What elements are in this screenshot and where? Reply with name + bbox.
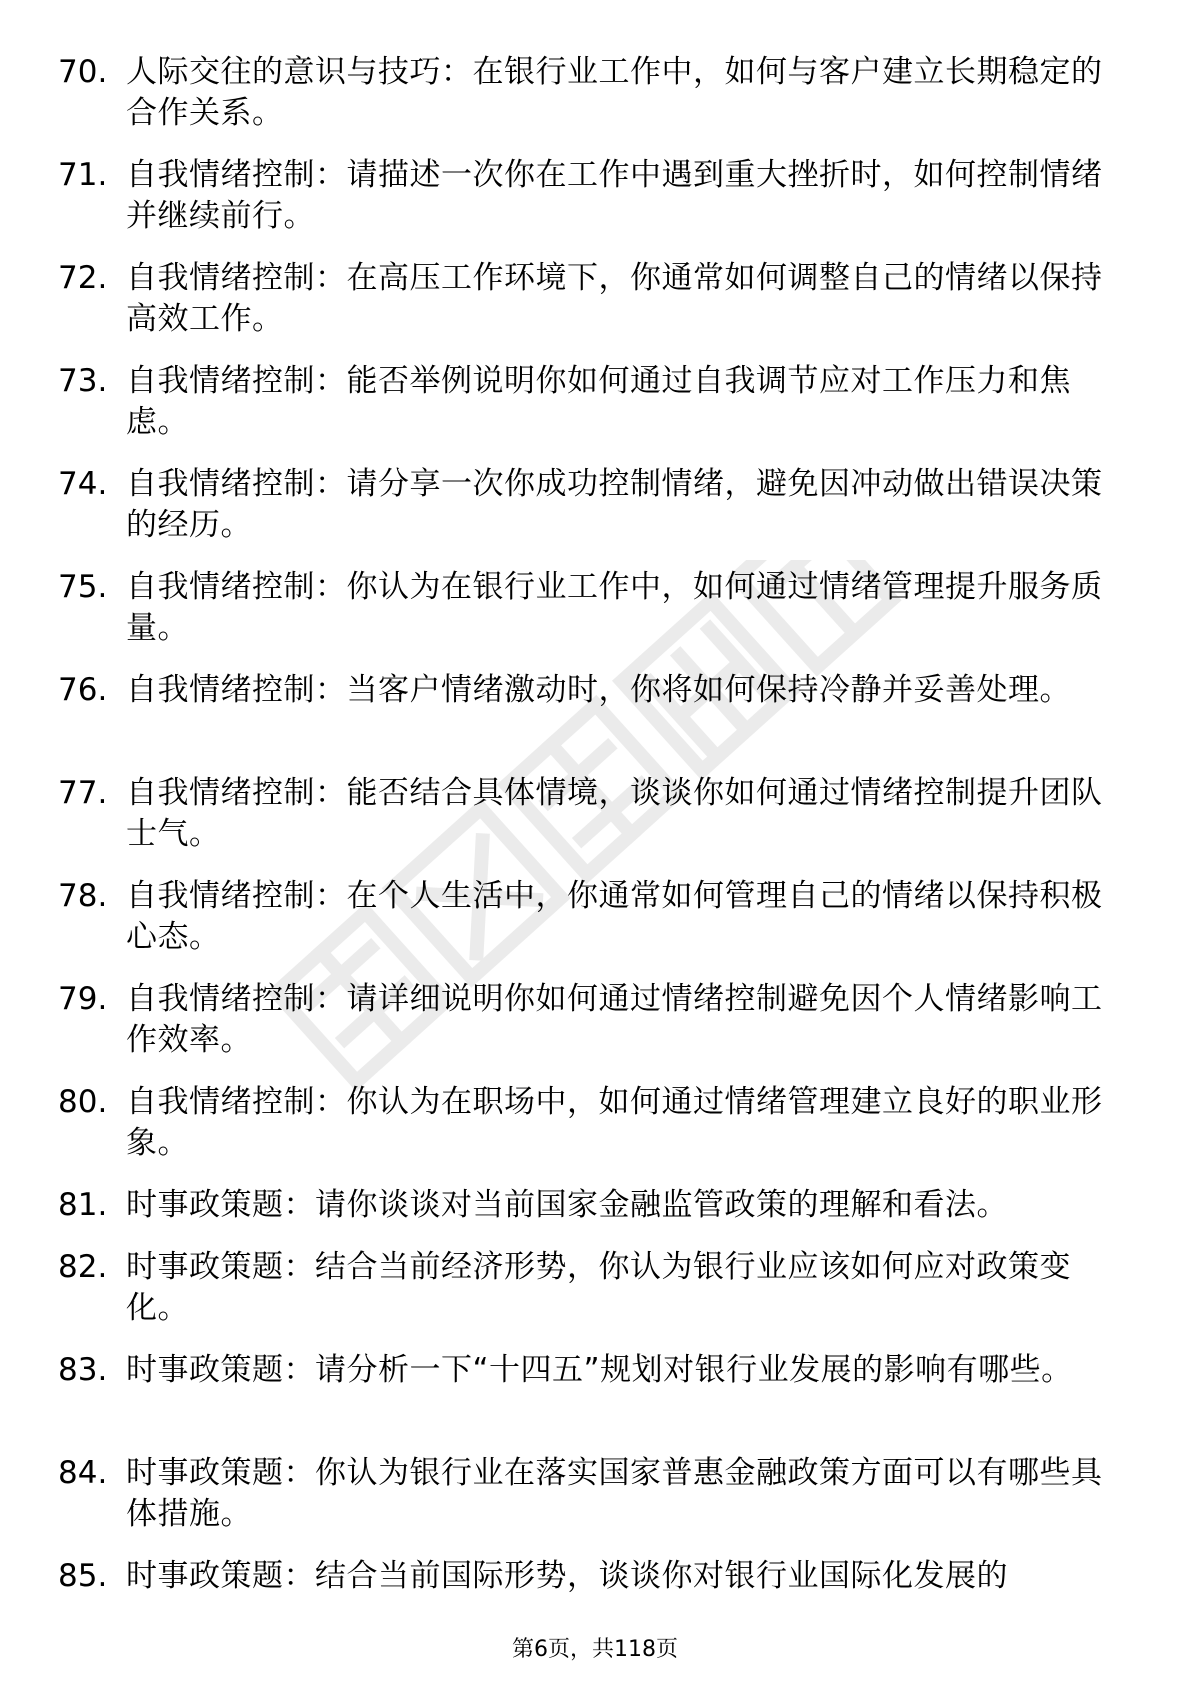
question-text: 自我情绪控制：能否举例说明你如何通过自我调节应对工作压力和焦虑。 (126, 363, 1071, 440)
list-item (0, 155, 1190, 258)
question-text: 时事政策题：结合当前国际形势，谈谈你对银行业国际化发展的 (126, 1558, 1008, 1594)
list-item (0, 52, 1190, 155)
list-item (0, 1082, 1190, 1185)
question-number: 78. (58, 878, 108, 914)
question-number: 85. (58, 1558, 108, 1594)
list-item (0, 258, 1190, 361)
question-number: 74. (58, 466, 108, 502)
list-item (0, 773, 1190, 876)
list-item (0, 876, 1190, 979)
page-footer: 第6页，共118页 (512, 1637, 678, 1662)
question-number: 72. (58, 260, 108, 296)
list-item (0, 670, 1190, 773)
question-number: 84. (58, 1455, 108, 1491)
question-number: 77. (58, 775, 108, 811)
question-text: 自我情绪控制：请描述一次你在工作中遇到重大挫折时，如何控制情绪并继续前行。 (126, 157, 1103, 234)
list-item (0, 1350, 1190, 1453)
question-number: 82. (58, 1249, 108, 1285)
question-list (0, 52, 1190, 1618)
question-text: 自我情绪控制：请详细说明你如何通过情绪控制避免因个人情绪影响工作效率。 (126, 981, 1103, 1058)
question-number: 73. (58, 363, 108, 399)
question-number: 80. (58, 1084, 108, 1120)
question-text: 时事政策题：请你谈谈对当前国家金融监管政策的理解和看法。 (126, 1187, 1008, 1223)
question-text: 自我情绪控制：请分享一次你成功控制情绪，避免因冲动做出错误决策的经历。 (126, 466, 1103, 543)
list-item (0, 1185, 1190, 1247)
list-item (0, 979, 1190, 1082)
question-number: 76. (58, 672, 108, 708)
question-text: 自我情绪控制：当客户情绪激动时，你将如何保持冷静并妥善处理。 (126, 672, 1071, 708)
list-item (0, 567, 1190, 670)
question-text: 自我情绪控制：你认为在职场中，如何通过情绪管理建立良好的职业形象。 (126, 1084, 1103, 1161)
list-item (0, 1556, 1190, 1618)
question-text: 人际交往的意识与技巧：在银行业工作中，如何与客户建立长期稳定的合作关系。 (126, 54, 1103, 131)
list-item (0, 361, 1190, 464)
question-number: 83. (58, 1352, 108, 1388)
question-number: 71. (58, 157, 108, 193)
question-number: 70. (58, 54, 108, 90)
list-item (0, 464, 1190, 567)
list-item (0, 1453, 1190, 1556)
question-text: 时事政策题：结合当前经济形势，你认为银行业应该如何应对政策变化。 (126, 1249, 1071, 1326)
question-text: 时事政策题：你认为银行业在落实国家普惠金融政策方面可以有哪些具体措施。 (126, 1455, 1103, 1532)
question-number: 79. (58, 981, 108, 1017)
question-text: 时事政策题：请分析一下“十四五”规划对银行业发展的影响有哪些。 (126, 1352, 1073, 1388)
question-text: 自我情绪控制：在高压工作环境下，你通常如何调整自己的情绪以保持高效工作。 (126, 260, 1103, 337)
question-number: 81. (58, 1187, 108, 1223)
question-number: 75. (58, 569, 108, 605)
question-text: 自我情绪控制：你认为在银行业工作中，如何通过情绪管理提升服务质量。 (126, 569, 1103, 646)
question-text: 自我情绪控制：能否结合具体情境，谈谈你如何通过情绪控制提升团队士气。 (126, 775, 1103, 852)
question-text: 自我情绪控制：在个人生活中，你通常如何管理自己的情绪以保持积极心态。 (126, 878, 1103, 955)
list-item (0, 1247, 1190, 1350)
